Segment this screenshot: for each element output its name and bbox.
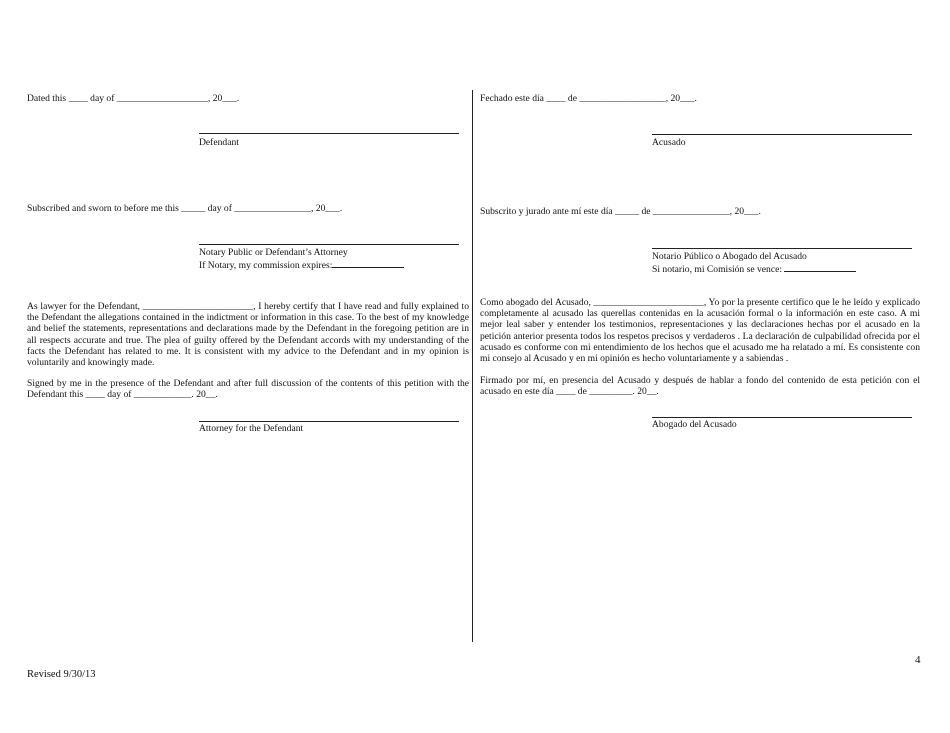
certification-paragraph-es: Como abogado del Acusado, _______________________, Yo por la presente certifico que le he leído y explicado completamente al acusado las querellas contenidas en la acusación formal o la información en este caso. A mi mejor leal saber y entender los testimonios, representaciones y las declaraciones hechas por el acusado en la petición anterior presenta todos los respetos precisos y verdaderos . La declaración de culpabilidad ofrecida por el acusado es conforme con mi entendimiento de los hechos que el acusado me ha relatado a mí. Es consistente con mi consejo al Acusado y en mi opinión es hecho voluntariamente y a sabiendas .: [480, 297, 920, 365]
defendant-signature-line-en[interactable]: [199, 133, 459, 134]
attorney-signature-line-en[interactable]: [199, 421, 459, 422]
certification-paragraph-en: As lawyer for the Defendant, _______________________, I hereby certify that I have read and fully explained to the Defendant the allegations contained in the indictment or information in this case. To the best of my knowledge and belief the statements, representations and declarations made by the Defendant in the foregoing petition are in all respects accurate and true. The plea of guilty offered by the Defendant accords with my understanding of the facts the Defendant has related to me. It is consistent with my advice to the Defendant and in my opinion is voluntarily and knowingly made.: [27, 301, 469, 369]
notary-signature-line-en[interactable]: [199, 244, 459, 245]
defendant-label-es: Acusado: [652, 137, 686, 148]
signed-paragraph-es: Firmado por mí, en presencia del Acusado y después de hablar a fondo del contenido de esta petición con el acusado en este día ____ de _________. 20__.: [480, 375, 920, 398]
subscribed-line-es: Subscrito y jurado ante mí este día _____ de ________________, 20___.: [480, 206, 761, 217]
commission-label-en: If Notary, my commission expires:: [199, 260, 333, 271]
subscribed-line-en: Subscribed and sworn to before me this _____ day of ________________, 20___.: [27, 203, 343, 214]
commission-label-es: Si notario, mi Comisión se vence:: [652, 264, 783, 275]
page-number: 4: [915, 654, 921, 666]
defendant-signature-line-es[interactable]: [652, 134, 912, 135]
dated-line-en: Dated this ____ day of ___________________, 20___.: [27, 93, 240, 104]
commission-date-blank-es[interactable]: [784, 263, 856, 272]
attorney-label-es: Abogado del Acusado: [652, 419, 737, 430]
column-divider: [472, 90, 473, 642]
signed-paragraph-en: Signed by me in the presence of the Defendant and after full discussion of the contents of this petition with the Defendant this ____ day of ____________. 20__.: [27, 378, 469, 401]
attorney-signature-line-es[interactable]: [652, 417, 912, 418]
revision-date: Revised 9/30/13: [27, 669, 96, 680]
notary-label-es: Notario Público o Abogado del Acusado: [652, 251, 807, 262]
attorney-label-en: Attorney for the Defendant: [199, 423, 304, 434]
commission-line-en: [199, 259, 404, 271]
notary-signature-line-es[interactable]: [652, 248, 912, 249]
commission-date-blank-en[interactable]: [332, 259, 404, 268]
defendant-label-en: Defendant: [199, 137, 239, 148]
commission-line-es: [652, 263, 856, 275]
dated-line-es: Fechado este día ____ de __________________, 20___.: [480, 93, 697, 104]
notary-label-en: Notary Public or Defendant’s Attorney: [199, 247, 348, 258]
